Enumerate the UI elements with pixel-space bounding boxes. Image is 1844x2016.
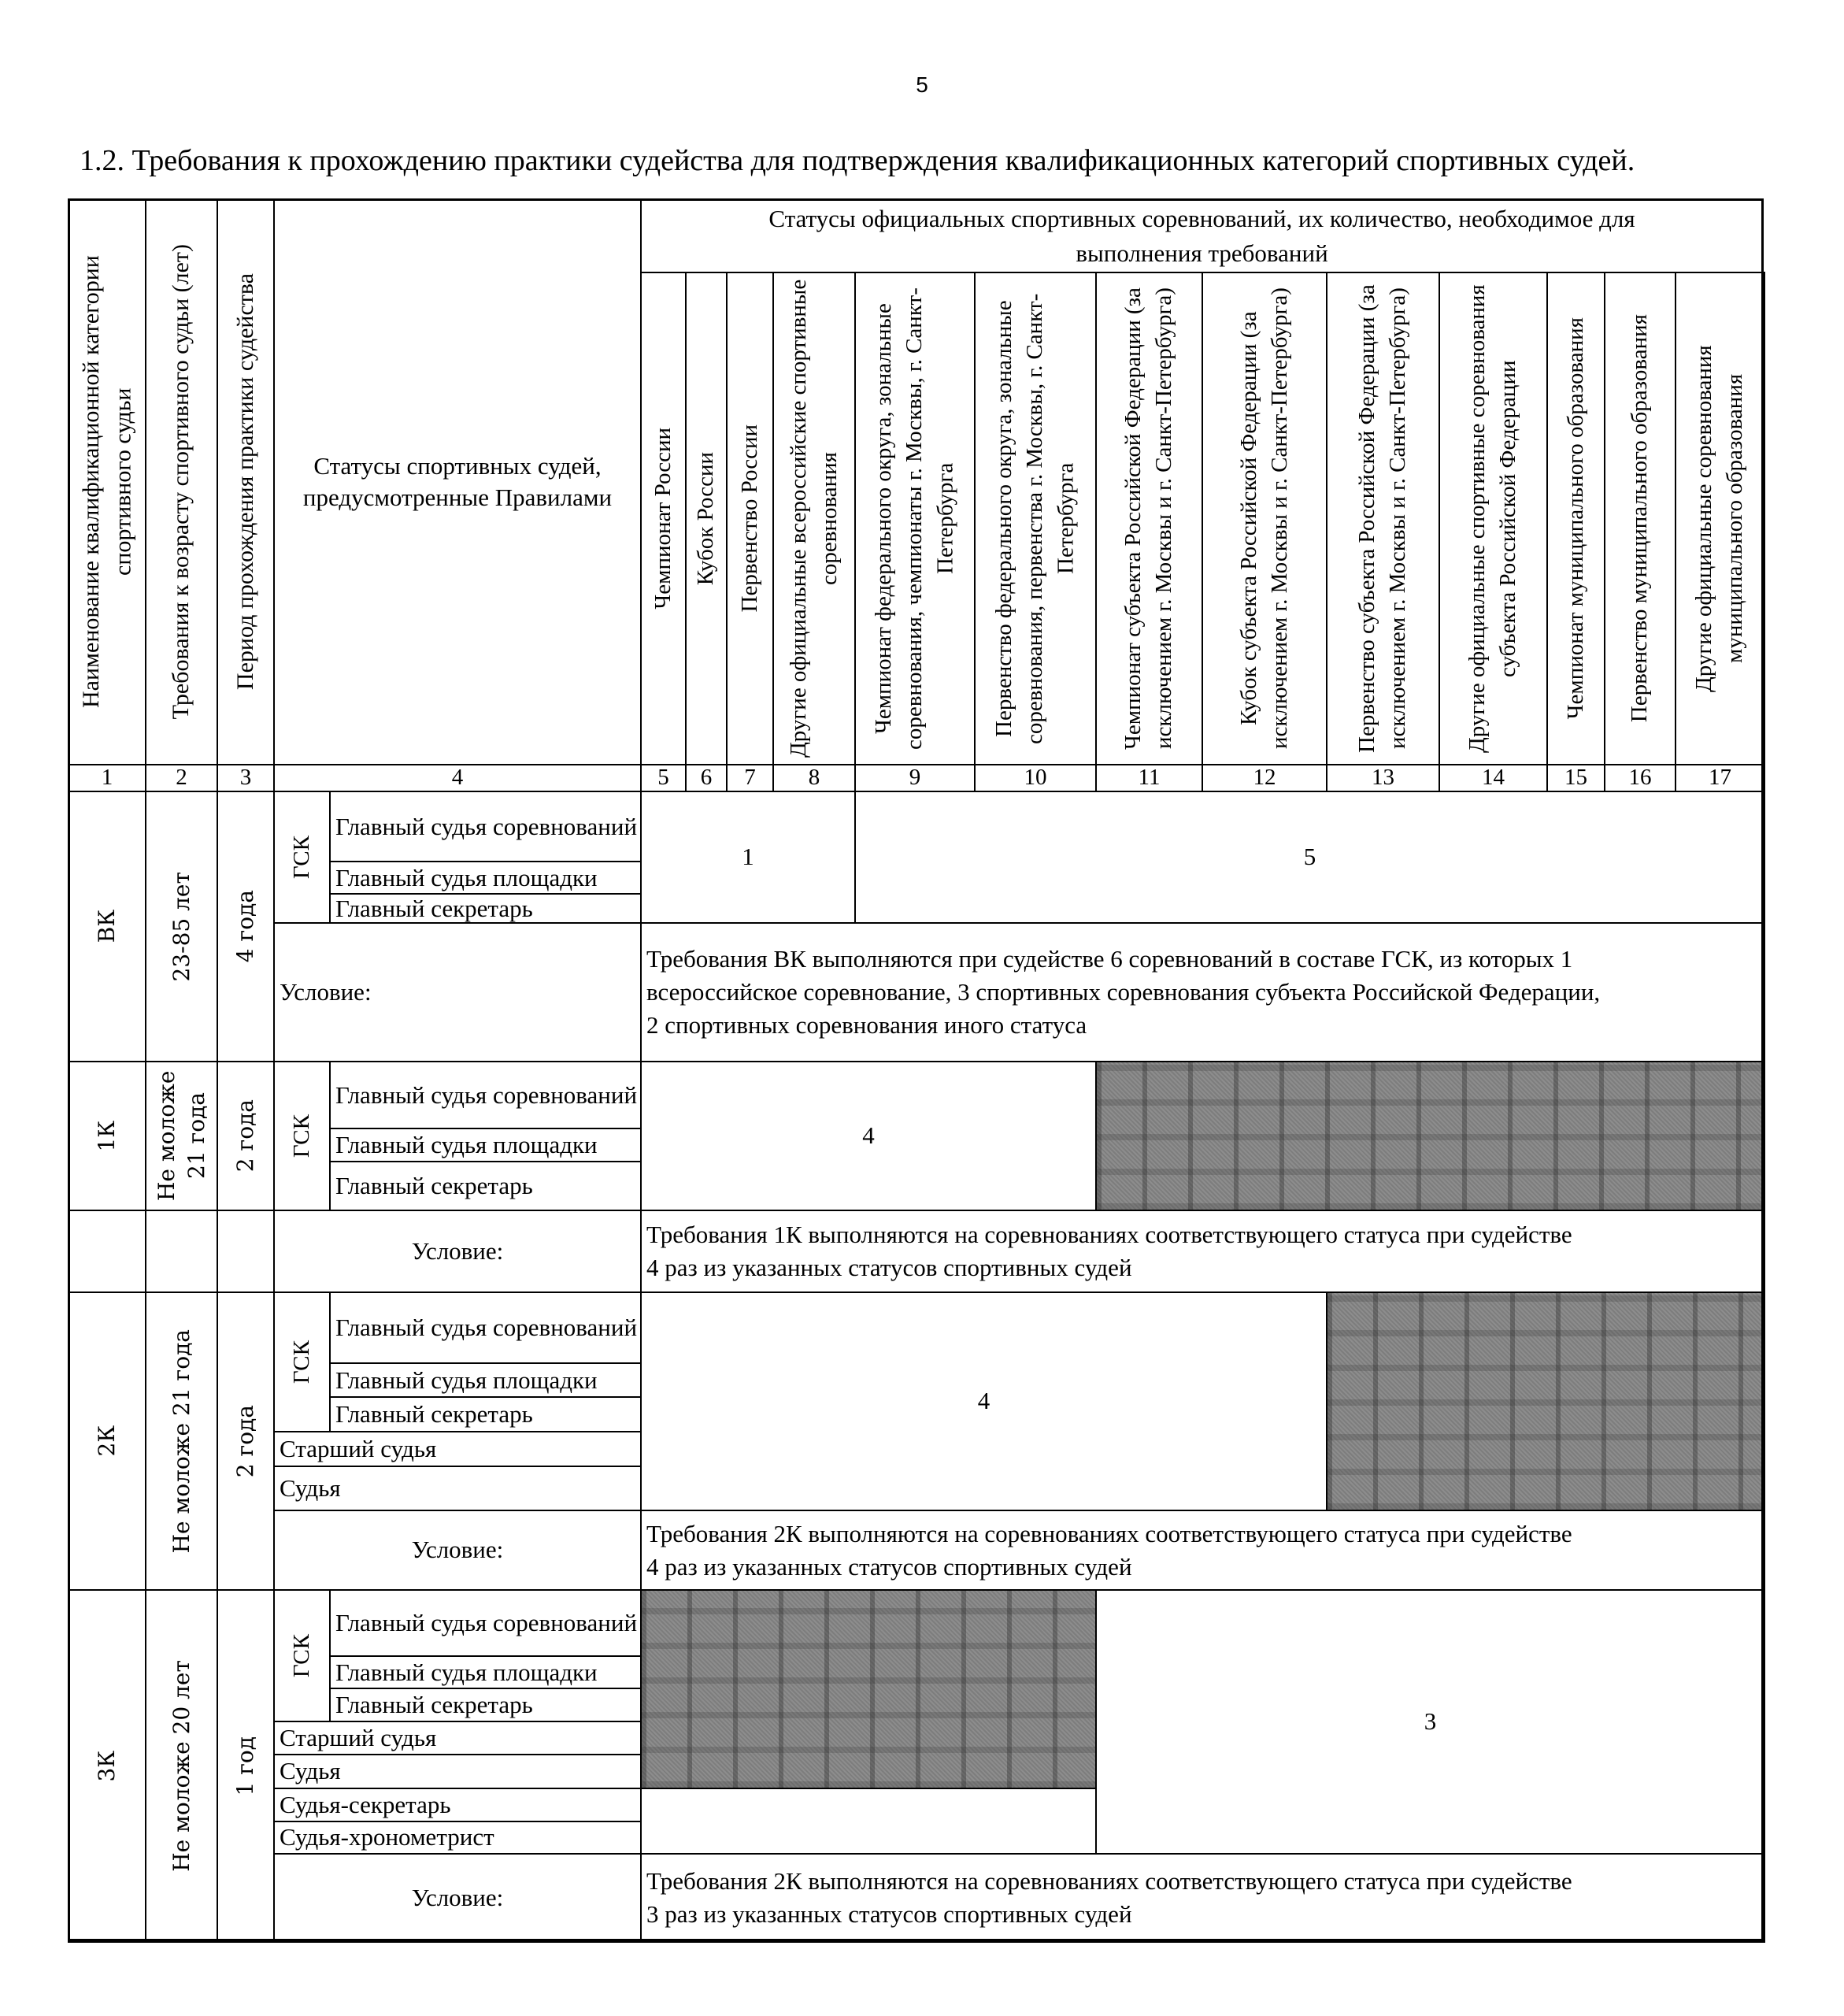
not-applicable-shaded-cell — [1326, 1292, 1765, 1511]
header-col2-text: Требования к возрасту спортивного судьи (лет) — [168, 244, 194, 720]
category-name-text: 3К — [94, 1750, 120, 1782]
category-name — [68, 1292, 146, 1591]
category-name — [68, 1061, 146, 1211]
category-age — [145, 1061, 218, 1211]
header-competition-9 — [854, 272, 976, 765]
column-number-7: 7 — [726, 764, 774, 792]
gsk-label-text: ГСК — [288, 1633, 314, 1678]
other-role: Судья-секретарь — [273, 1788, 642, 1822]
column-number-5: 5 — [640, 764, 687, 792]
category-name-text: 1К — [94, 1120, 120, 1152]
header-competition-10 — [974, 272, 1097, 765]
not-applicable-shaded-cell — [1095, 1061, 1765, 1211]
condition-line: Требования 2К выполняются на соревнованиях соответствующего статуса при судействе — [646, 1867, 1572, 1896]
gsk-label-text: ГСК — [288, 835, 314, 880]
gsk-role: Главный судья соревнований — [329, 1589, 642, 1657]
category-age-text: Не моложе 21 года — [153, 1070, 209, 1202]
category-age — [145, 791, 218, 1062]
category-name — [68, 1589, 146, 1943]
condition-line: 2 спортивных соревнования иного статуса — [646, 1010, 1087, 1039]
column-number-9: 9 — [854, 764, 976, 792]
category-age-text: Не моложе 21 года — [168, 1329, 194, 1554]
required-count: 1 — [640, 791, 856, 924]
category-period-text: 2 года — [232, 1404, 259, 1478]
header-competition-14 — [1439, 272, 1548, 765]
gsk-role: Главный судья соревнований — [329, 1292, 642, 1364]
header-competition-16 — [1604, 272, 1676, 765]
other-role: Судья-хронометрист — [273, 1821, 642, 1855]
gsk-role: Главный судья соревнований — [329, 1061, 642, 1129]
header-competition-text: Кубок субъекта Российской Федерации (за исключением г. Москвы и г. Санкт-Петербурга) — [1235, 287, 1292, 750]
condition-label: Условие: — [273, 1853, 642, 1943]
required-count: 3 — [1095, 1589, 1765, 1855]
page-number: 5 — [916, 72, 928, 97]
header-competition-text: Кубок России — [693, 451, 719, 586]
gsk-label — [273, 791, 331, 924]
gsk-role: Главный судья соревнований — [329, 791, 642, 862]
other-role: Старший судья — [273, 1431, 642, 1467]
gsk-label-text: ГСК — [288, 1114, 314, 1158]
column-number-12: 12 — [1202, 764, 1327, 792]
gsk-role: Главный секретарь — [329, 1396, 642, 1432]
gsk-label — [273, 1292, 331, 1432]
header-group-text: Статусы официальных спортивных соревнований, их количество, необходимое для выполнения требований — [768, 205, 1635, 267]
header-competition-text: Другие официальные спортивные соревнования субъекта Российской Федерации — [1464, 284, 1521, 753]
column-number-3: 3 — [217, 764, 275, 792]
gsk-role: Главный секретарь — [329, 1688, 642, 1722]
header-competition-15 — [1546, 272, 1605, 765]
header-col4 — [273, 198, 642, 765]
category-age-text: 23-85 лет — [168, 871, 194, 982]
category-name — [68, 791, 146, 1062]
condition-label: Условие: — [273, 1210, 642, 1293]
header-col2 — [145, 198, 218, 765]
not-applicable-shaded-cell — [640, 1589, 1097, 1789]
empty-cell — [68, 1210, 146, 1293]
gsk-role: Главный судья площадки — [329, 1128, 642, 1162]
category-period — [217, 791, 275, 1062]
column-number-1: 1 — [68, 764, 146, 792]
column-number-6: 6 — [685, 764, 728, 792]
header-competition-text: Чемпионат муниципального образования — [1562, 317, 1588, 720]
gsk-role: Главный судья площадки — [329, 1655, 642, 1689]
gsk-role: Главный судья площадки — [329, 1362, 642, 1398]
header-col3-text: Период прохождения практики судейства — [231, 273, 258, 691]
header-competition-text: Первенство России — [736, 424, 762, 613]
column-number-16: 16 — [1604, 764, 1676, 792]
other-role: Старший судья — [273, 1721, 642, 1755]
header-competition-text: Другие официальные всероссийские спортивные соревнования — [785, 279, 842, 758]
category-period — [217, 1292, 275, 1591]
category-period — [217, 1589, 275, 1943]
category-period-text: 2 года — [232, 1099, 259, 1173]
header-competition-13 — [1326, 272, 1440, 765]
header-competition-11 — [1095, 272, 1203, 765]
column-number-15: 15 — [1546, 764, 1605, 792]
category-period — [217, 1061, 275, 1211]
column-number-14: 14 — [1439, 764, 1548, 792]
header-col4-text: Статусы спортивных судей, предусмотренные Правилами — [302, 451, 613, 511]
header-col1 — [68, 198, 146, 765]
header-competition-8 — [772, 272, 856, 765]
header-competition-12 — [1202, 272, 1327, 765]
gsk-role: Главный секретарь — [329, 1161, 642, 1211]
condition-label: Условие: — [273, 922, 642, 1062]
other-role: Судья — [273, 1754, 642, 1789]
condition-line: 3 раз из указанных статусов спортивных судей — [646, 1900, 1132, 1928]
condition-line: 4 раз из указанных статусов спортивных судей — [646, 1552, 1132, 1581]
header-col3 — [217, 198, 275, 765]
gsk-role: Главный судья площадки — [329, 861, 642, 895]
column-number-4: 4 — [273, 764, 642, 792]
condition-text — [640, 1210, 1765, 1293]
header-competition-text: Первенство субъекта Российской Федерации (за исключением г. Москвы и г. Санкт-Петербурга) — [1354, 284, 1411, 753]
header-competition-text: Чемпионат субъекта Российской Федерации (за исключением г. Москвы и г. Санкт-Петербурга) — [1120, 287, 1177, 750]
condition-text — [640, 922, 1765, 1062]
header-competition-17 — [1675, 272, 1765, 765]
header-competition-text: Первенство федерального округа, зональные соревнования, первенства г. Москвы, г. Санкт-Петербурга — [991, 293, 1079, 744]
header-col1-text: Наименование квалификационной категории спортивного судьи — [77, 255, 135, 709]
header-competition-text: Чемпионат России — [650, 428, 676, 610]
category-age-text: Не моложе 20 лет — [168, 1660, 194, 1872]
header-competition-6 — [685, 272, 728, 765]
header-competition-5 — [640, 272, 687, 765]
category-period-text: 1 год — [232, 1736, 259, 1796]
category-age — [145, 1589, 218, 1943]
header-competition-7 — [726, 272, 774, 765]
gsk-label — [273, 1589, 331, 1722]
category-age — [145, 1292, 218, 1591]
header-competition-text: Первенство муниципального образования — [1627, 314, 1653, 723]
gsk-label-text: ГСК — [288, 1340, 314, 1384]
category-name-text: 2К — [94, 1425, 120, 1457]
empty-cell — [217, 1210, 275, 1293]
column-number-11: 11 — [1095, 764, 1203, 792]
required-count: 4 — [640, 1061, 1097, 1211]
section-title: 1.2. Требования к прохождению практики судейства для подтверждения квалификационных категорий спортивных судей. — [80, 144, 1635, 177]
condition-line: Требования ВК выполняются при судействе 6 соревнований в составе ГСК, из которых 1 — [646, 945, 1573, 973]
column-number-10: 10 — [974, 764, 1097, 792]
required-count: 4 — [640, 1292, 1327, 1511]
required-count: 5 — [854, 791, 1765, 924]
condition-label: Условие: — [273, 1510, 642, 1591]
category-period-text: 4 года — [232, 890, 259, 963]
condition-line: всероссийское соревнование, 3 спортивных соревнования субъекта Российской Федерации, — [646, 978, 1601, 1006]
condition-line: Требования 1К выполняются на соревнованиях соответствующего статуса при судействе — [646, 1221, 1572, 1249]
other-role: Судья — [273, 1466, 642, 1511]
gsk-label — [273, 1061, 331, 1211]
header-competition-text: Другие официальные соревнования муниципального образования — [1691, 345, 1748, 692]
column-number-8: 8 — [772, 764, 856, 792]
condition-line: Требования 2К выполняются на соревнованиях соответствующего статуса при судействе — [646, 1519, 1572, 1547]
condition-text — [640, 1510, 1765, 1591]
column-number-17: 17 — [1675, 764, 1765, 792]
column-number-13: 13 — [1326, 764, 1440, 792]
condition-text — [640, 1853, 1765, 1943]
condition-line: 4 раз из указанных статусов спортивных судей — [646, 1254, 1132, 1281]
gsk-role: Главный секретарь — [329, 893, 642, 924]
header-competition-text: Чемпионат федерального округа, зональные соревнования, чемпионаты г. Москвы, г. Санкт-Петербурга — [871, 287, 958, 750]
category-name-text: ВК — [94, 910, 120, 943]
column-number-2: 2 — [145, 764, 218, 792]
empty-cell — [640, 1788, 1097, 1855]
empty-cell — [145, 1210, 218, 1293]
header-group — [640, 198, 1764, 273]
